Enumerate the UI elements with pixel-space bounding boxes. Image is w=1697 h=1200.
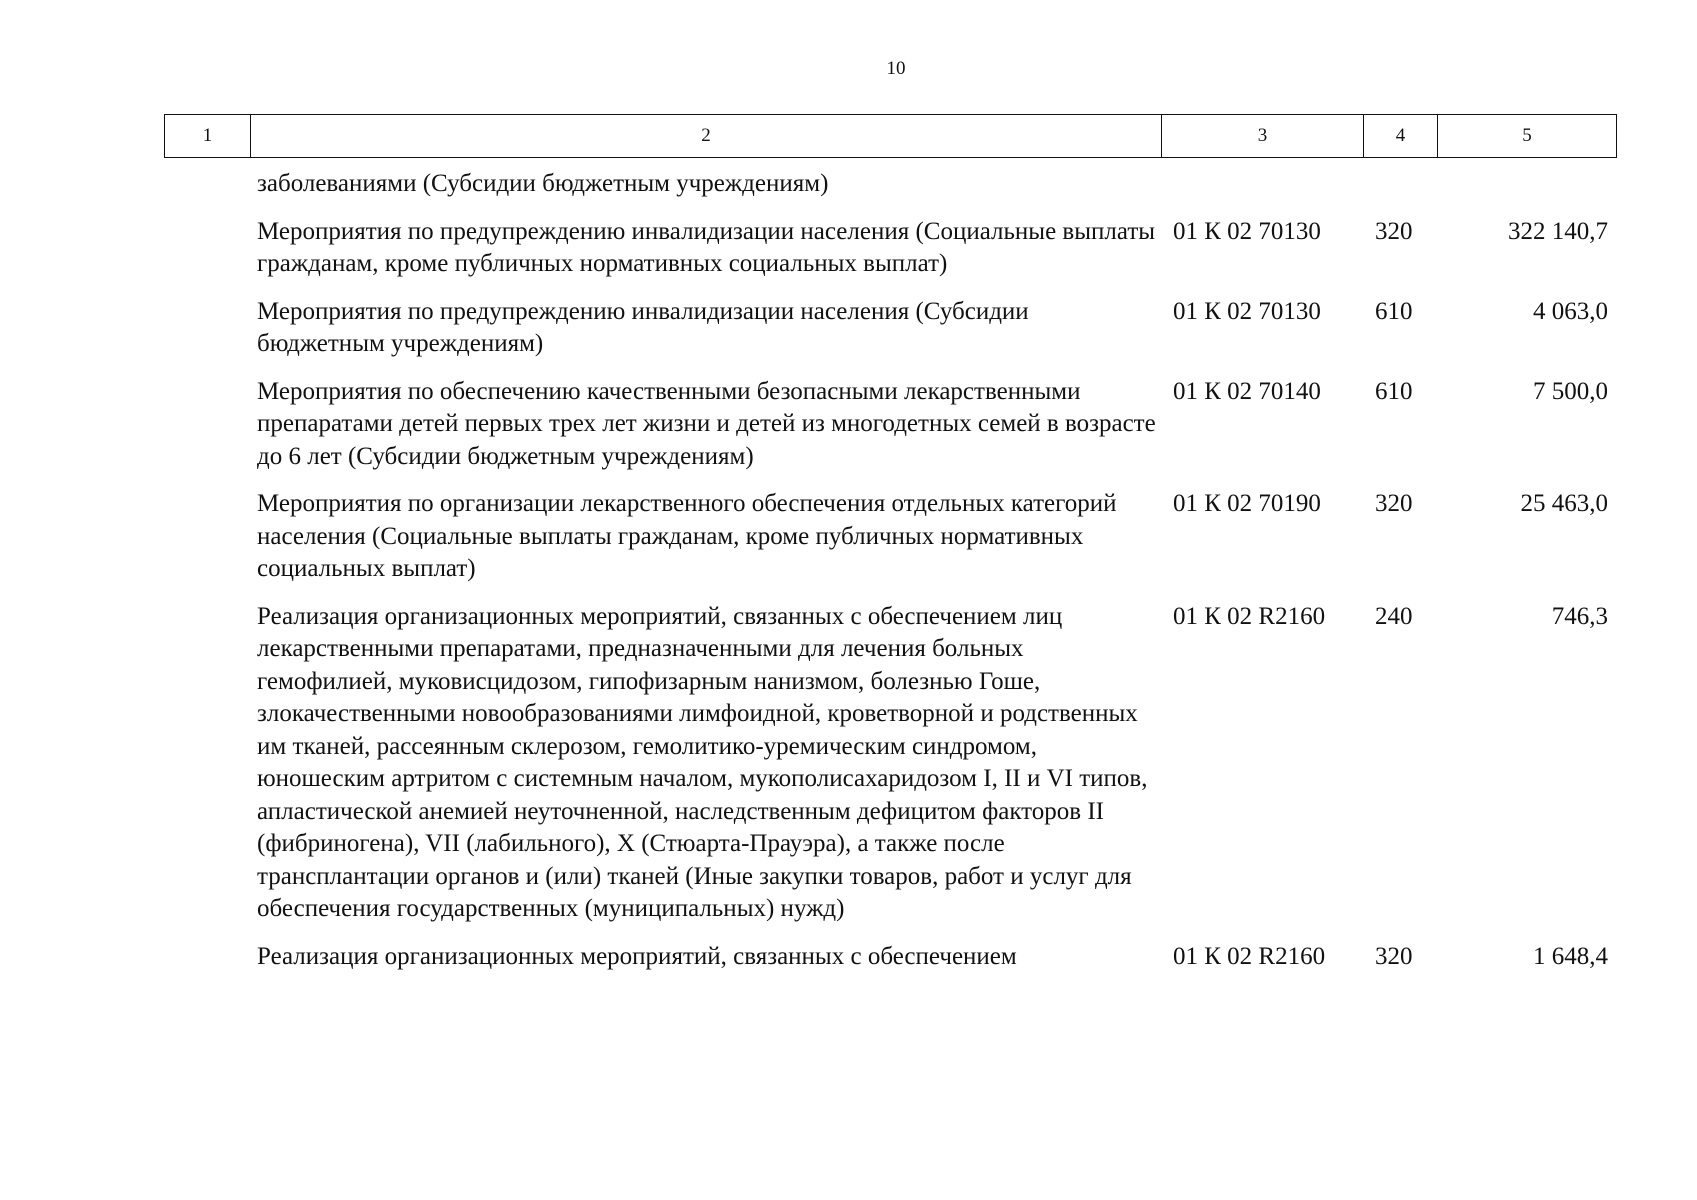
row-type: 320: [1375, 217, 1413, 245]
row-spacer: [164, 488, 250, 586]
table-row: [164, 488, 1616, 586]
row-code: 01 К 02 70190: [1173, 490, 1321, 517]
row-amount: 25 463,0: [1520, 490, 1608, 517]
budget-table-body: [164, 168, 1616, 988]
row-spacer: [164, 601, 250, 926]
row-type: 610: [1375, 377, 1413, 405]
table-row: [164, 168, 1616, 201]
row-code: [1161, 168, 1363, 201]
table-row: [164, 216, 1616, 281]
row-code: 01 К 02 70130: [1173, 217, 1321, 245]
header-col-1: 1: [165, 115, 251, 158]
table-row: [164, 296, 1616, 361]
row-name: Мероприятия по организации лекарственного обеспечения отдельных категорий населения (Социальные выплаты гражданам, кроме публичных нормативных социальных выплат): [257, 490, 1117, 582]
row-name: Реализация организационных мероприятий, связанных с обеспечением лиц лекарственными препаратами, предназначенными для лечения больных гемофилией, муковисцидозом, гипофизарным нанизмом, болезнью Гоше, злокачественными новообразованиями лимфоидной, кроветворной и родственных им тканей, рассеянным склерозом, гемолитико-уремическим синдромом, юношеским артритом с системным началом, мукополисахаридозом I, II и VI типов, апластической анемией неуточненной, наследственным дефицитом факторов II (фибриногена), VII (лабильного), X (Стюарта-Прауэра), а также после трансплантации органов и (или) тканей (Иные закупки товаров, работ и услуг для обеспечения государственных (муниципальных) нужд): [257, 602, 1148, 922]
header-col-5: 5: [1438, 115, 1617, 158]
row-amount: [1437, 168, 1616, 201]
row-type: 610: [1375, 297, 1413, 325]
row-code: 01 К 02 R2160: [1173, 942, 1326, 970]
row-amount: 1 648,4: [1533, 942, 1608, 970]
row-amount: 4 063,0: [1533, 297, 1608, 325]
row-name: Мероприятия по предупреждению инвалидизации населения (Субсидии бюджетным учреждениям): [257, 297, 1029, 357]
table-row: [164, 376, 1616, 474]
row-type: 240: [1375, 602, 1413, 630]
column-number-header: [164, 114, 1617, 158]
row-code: 01 К 02 R2160: [1173, 602, 1326, 630]
row-amount: 322 140,7: [1508, 217, 1608, 245]
row-type: [1363, 168, 1437, 201]
row-type: 320: [1375, 490, 1413, 517]
header-col-3: 3: [1162, 115, 1364, 158]
row-spacer: [164, 376, 250, 474]
page-number: 10: [886, 58, 906, 79]
row-name: заболеваниями (Субсидии бюджетным учреждениям): [257, 170, 829, 197]
row-amount: 7 500,0: [1533, 377, 1608, 405]
row-name: Реализация организационных мероприятий, связанных с обеспечением: [257, 942, 1017, 970]
row-spacer: [164, 941, 250, 974]
row-amount: 746,3: [1551, 602, 1608, 630]
row-code: 01 К 02 70140: [1173, 377, 1321, 405]
table-row: [164, 601, 1616, 926]
header-col-2: 2: [251, 115, 1162, 158]
header-col-4: 4: [1364, 115, 1438, 158]
row-spacer: [164, 168, 250, 201]
row-name: Мероприятия по предупреждению инвалидизации населения (Социальные выплаты гражданам, кроме публичных нормативных социальных выплат): [257, 217, 1156, 277]
table-row: [164, 941, 1616, 974]
row-spacer: [164, 296, 250, 361]
row-name: Мероприятия по обеспечению качественными безопасными лекарственными препаратами детей первых трех лет жизни и детей из многодетных семей в возрасте до 6 лет (Субсидии бюджетным учреждениям): [257, 377, 1156, 470]
row-code: 01 К 02 70130: [1173, 297, 1321, 325]
row-type: 320: [1375, 942, 1413, 970]
row-spacer: [164, 216, 250, 281]
